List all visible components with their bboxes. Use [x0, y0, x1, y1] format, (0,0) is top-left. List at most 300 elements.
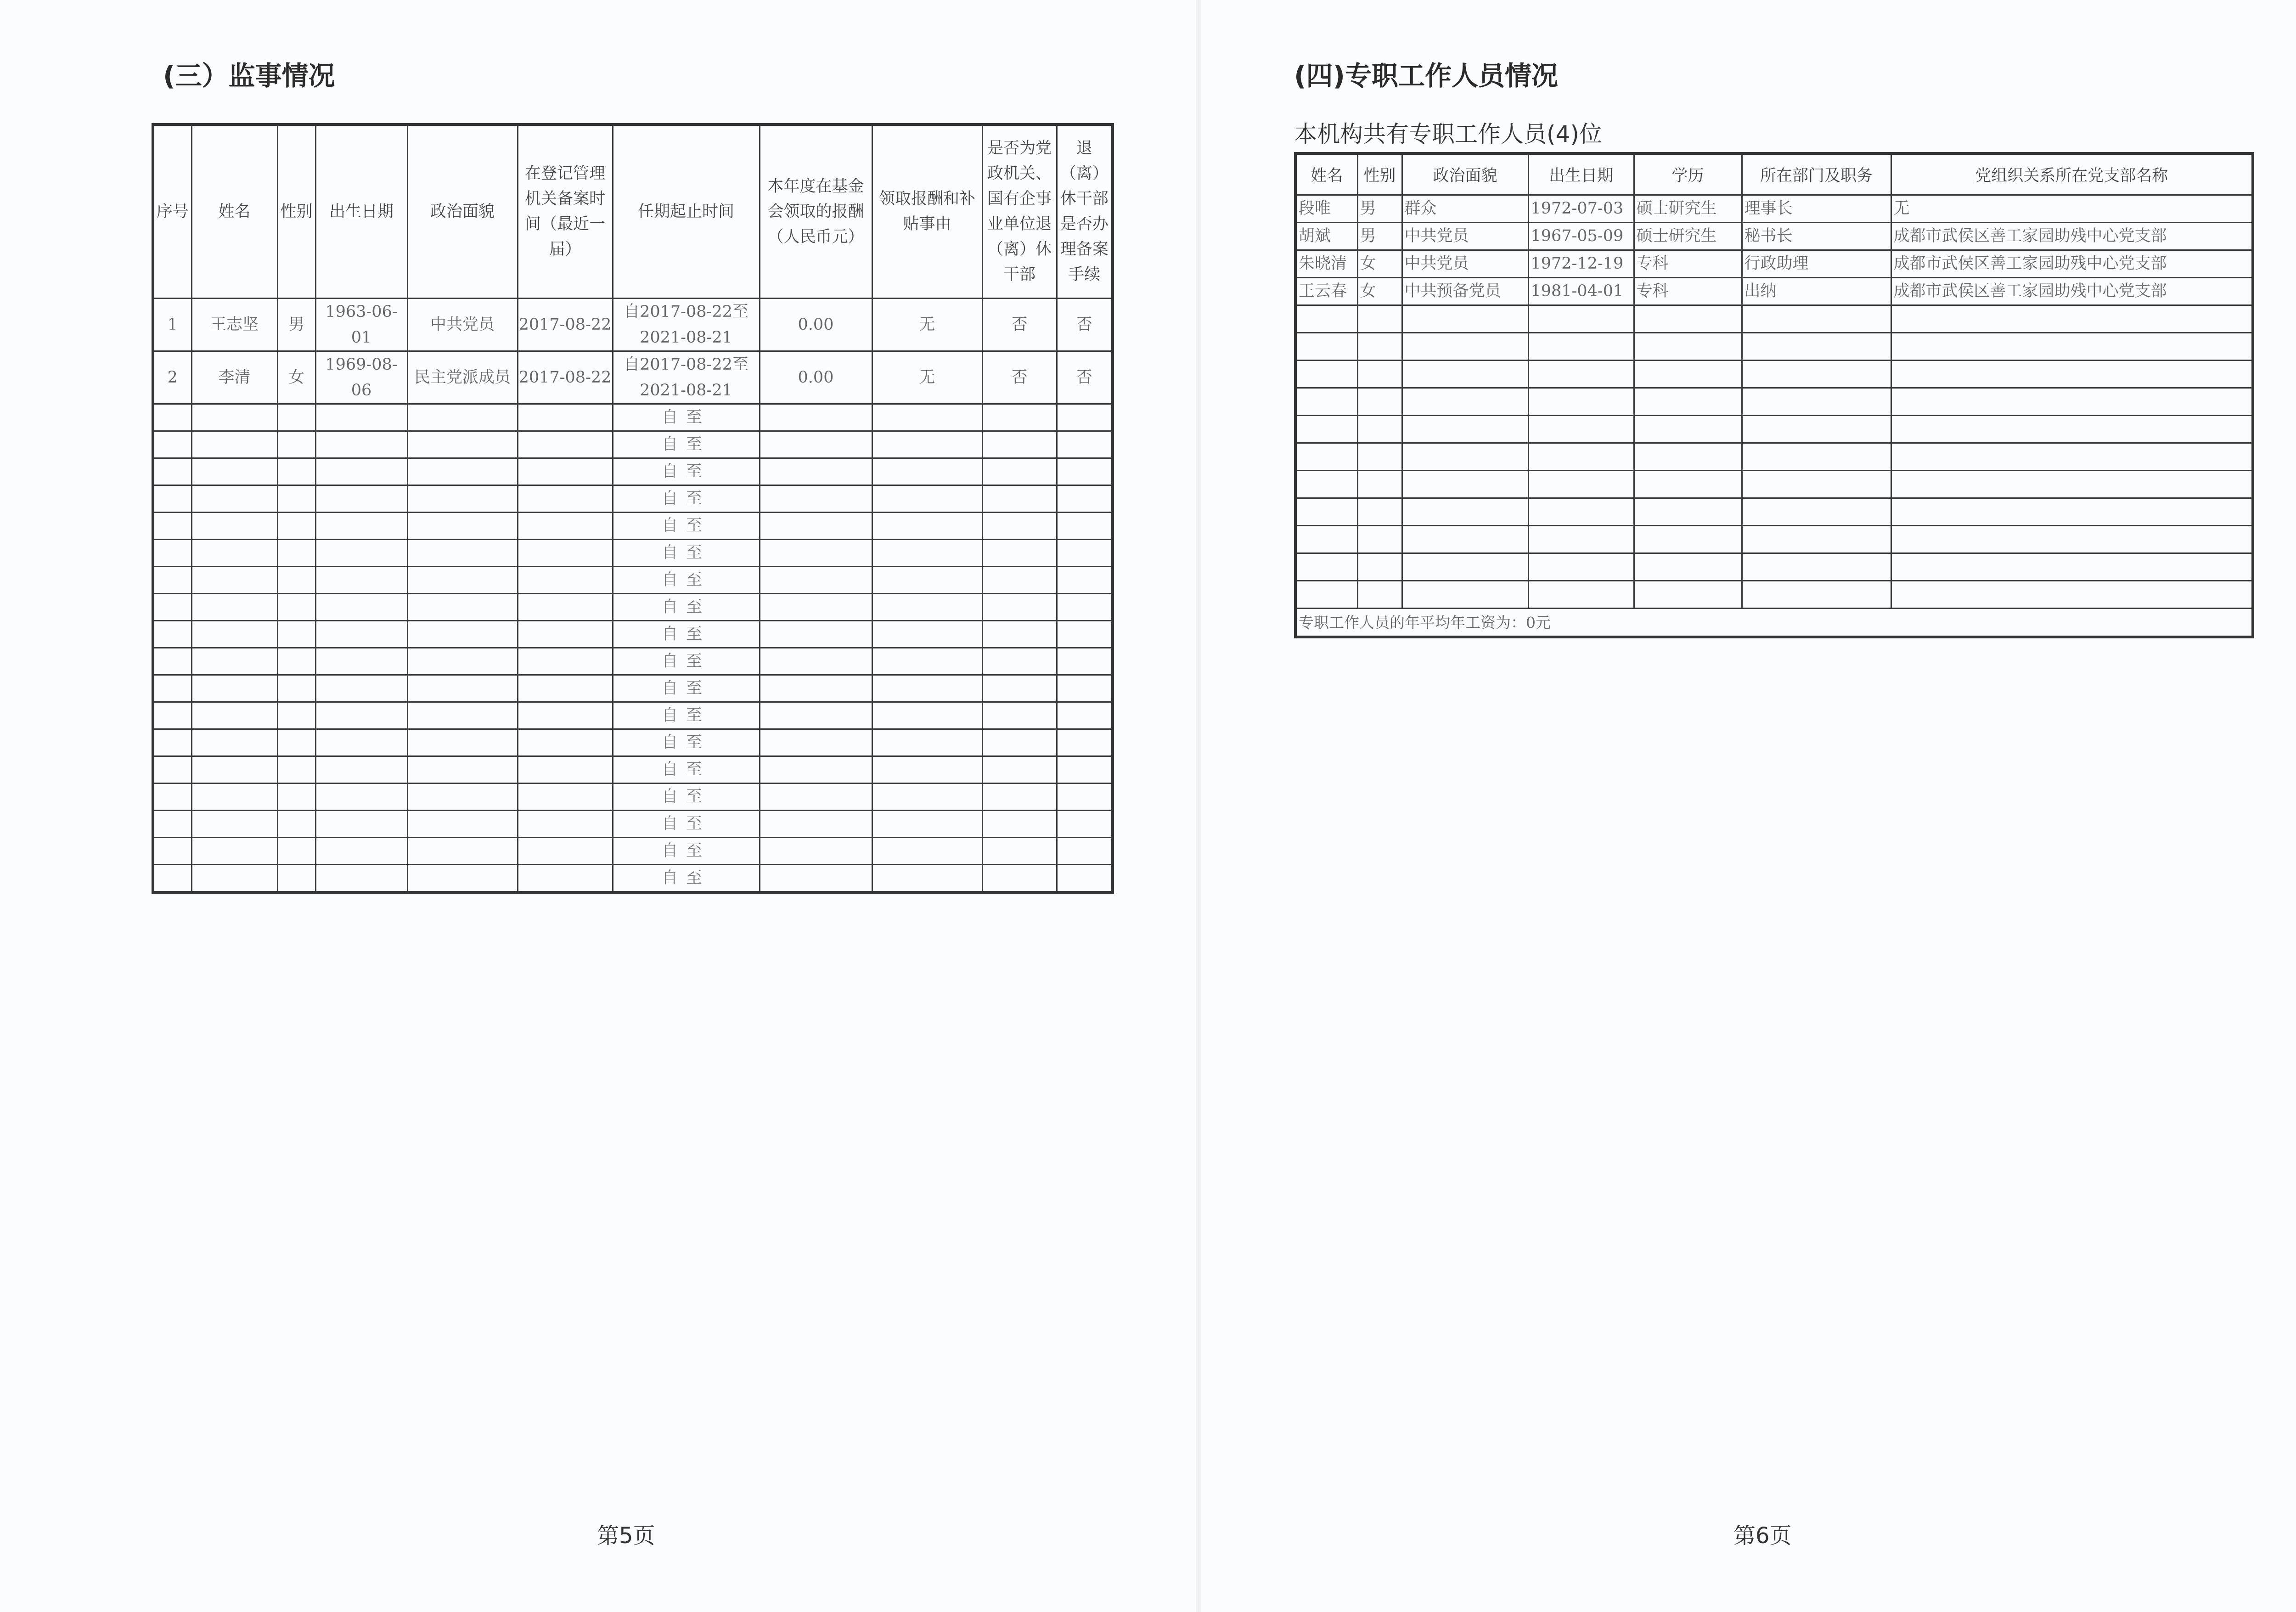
cell-empty: [407, 702, 518, 729]
cell-empty: [1057, 485, 1113, 513]
cell-name: 胡斌: [1295, 223, 1357, 250]
cell-empty: [191, 621, 277, 648]
cell-seq: 1: [153, 299, 191, 351]
cell-education: 专科: [1634, 250, 1742, 278]
cell-empty: [407, 756, 518, 783]
cell-empty: [277, 621, 315, 648]
header-retired-filing: 退（离）休干部是否办理备案手续: [1057, 124, 1113, 299]
cell-empty: [277, 431, 315, 458]
table-row-empty: [153, 485, 1113, 513]
cell-empty: [1402, 526, 1528, 553]
cell-education: 硕士研究生: [1634, 223, 1742, 250]
cell-empty: [315, 513, 407, 540]
cell-empty: [872, 485, 982, 513]
cell-empty: [1742, 361, 1891, 388]
cell-empty: [315, 648, 407, 675]
cell-empty: [153, 431, 191, 458]
cell-empty: [315, 594, 407, 621]
cell-empty: [1357, 553, 1402, 581]
cell-empty: [407, 567, 518, 594]
cell-empty: [191, 458, 277, 485]
cell-empty: [982, 783, 1057, 811]
cell-empty: [982, 702, 1057, 729]
cell-term: 自至: [613, 648, 760, 675]
cell-empty: [153, 567, 191, 594]
cell-term: 自至: [613, 621, 760, 648]
cell-empty: [407, 485, 518, 513]
cell-term: 自至: [613, 783, 760, 811]
cell-name: 李清: [191, 351, 277, 404]
cell-empty: [1057, 648, 1113, 675]
cell-empty: [153, 783, 191, 811]
cell-empty: [760, 648, 872, 675]
cell-empty: [1528, 471, 1634, 498]
table-row: [1295, 278, 2253, 305]
cell-empty: [1357, 526, 1402, 553]
cell-empty: [760, 783, 872, 811]
header-political-status: 政治面貌: [1402, 153, 1528, 195]
cell-empty: [407, 540, 518, 567]
table-row-empty: [153, 702, 1113, 729]
cell-empty: [1295, 443, 1357, 471]
cell-empty: [191, 404, 277, 431]
table-row-empty: [153, 458, 1113, 485]
page-number: 第5页: [597, 1523, 655, 1549]
cell-term: 自至: [613, 675, 760, 702]
cell-empty: [407, 648, 518, 675]
cell-empty: [153, 458, 191, 485]
cell-empty: [1891, 443, 2253, 471]
cell-empty: [1295, 388, 1357, 416]
cell-empty: [277, 594, 315, 621]
cell-empty: [1634, 361, 1742, 388]
header-education: 学历: [1634, 153, 1742, 195]
cell-empty: [315, 702, 407, 729]
header-department-position: 所在部门及职务: [1742, 153, 1891, 195]
cell-empty: [315, 621, 407, 648]
cell-term: 自至: [613, 702, 760, 729]
cell-empty: [153, 729, 191, 756]
cell-empty: [1742, 553, 1891, 581]
cell-empty: [982, 648, 1057, 675]
cell-empty: [1634, 526, 1742, 553]
table-row-empty: [1295, 498, 2253, 526]
cell-empty: [760, 404, 872, 431]
header-birth-date: 出生日期: [315, 124, 407, 299]
cell-empty: [191, 838, 277, 865]
cell-empty: [1634, 416, 1742, 443]
cell-empty: [1528, 416, 1634, 443]
cell-empty: [1057, 729, 1113, 756]
cell-empty: [153, 621, 191, 648]
header-name: 姓名: [1295, 153, 1357, 195]
cell-empty: [982, 675, 1057, 702]
cell-empty: [277, 648, 315, 675]
cell-empty: [1295, 416, 1357, 443]
cell-empty: [982, 756, 1057, 783]
cell-empty: [518, 648, 613, 675]
cell-empty: [191, 702, 277, 729]
cell-birth-date: 1972-07-03: [1528, 195, 1634, 223]
cell-empty: [1891, 553, 2253, 581]
cell-empty: [277, 838, 315, 865]
cell-empty: [1402, 416, 1528, 443]
cell-empty: [277, 783, 315, 811]
cell-empty: [1057, 865, 1113, 893]
cell-empty: [1295, 333, 1357, 361]
cell-empty: [153, 811, 191, 838]
cell-empty: [407, 865, 518, 893]
cell-empty: [1742, 471, 1891, 498]
cell-empty: [407, 404, 518, 431]
cell-filing-time: 2017-08-22: [518, 299, 613, 351]
cell-empty: [518, 865, 613, 893]
cell-empty: [1402, 361, 1528, 388]
cell-empty: [1891, 333, 2253, 361]
cell-empty: [1057, 404, 1113, 431]
table-row-empty: [153, 621, 1113, 648]
cell-empty: [315, 540, 407, 567]
supervisors-heading: (三）监事情况: [163, 60, 335, 91]
cell-empty: [191, 648, 277, 675]
cell-empty: [982, 458, 1057, 485]
cell-term: 自至: [613, 729, 760, 756]
cell-empty: [1891, 388, 2253, 416]
cell-empty: [191, 756, 277, 783]
cell-empty: [1057, 567, 1113, 594]
cell-empty: [760, 540, 872, 567]
cell-political-status: 中共党员: [407, 299, 518, 351]
cell-term: 自至: [613, 811, 760, 838]
cell-gender: 男: [1357, 195, 1402, 223]
cell-empty: [760, 865, 872, 893]
page-gutter: [1196, 0, 1201, 1612]
cell-party-branch: 成都市武侯区善工家园助残中心党支部: [1891, 250, 2253, 278]
header-party-branch: 党组织关系所在党支部名称: [1891, 153, 2253, 195]
cell-gender: 女: [1357, 250, 1402, 278]
cell-empty: [982, 540, 1057, 567]
cell-empty: [153, 540, 191, 567]
cell-empty: [872, 729, 982, 756]
table-row-empty: [1295, 305, 2253, 333]
cell-pay-reason: 无: [872, 351, 982, 404]
cell-empty: [1742, 388, 1891, 416]
cell-term: 自至: [613, 513, 760, 540]
cell-empty: [1402, 471, 1528, 498]
cell-empty: [1057, 838, 1113, 865]
cell-empty: [760, 513, 872, 540]
cell-empty: [872, 675, 982, 702]
table-row-empty: [153, 404, 1113, 431]
cell-empty: [1057, 458, 1113, 485]
cell-empty: [1528, 498, 1634, 526]
table-row-empty: [1295, 388, 2253, 416]
table-row-empty: [153, 756, 1113, 783]
header-pay-reason: 领取报酬和补贴事由: [872, 124, 982, 299]
table-row-empty: [1295, 416, 2253, 443]
cell-empty: [518, 485, 613, 513]
cell-term: 自至: [613, 594, 760, 621]
cell-empty: [1057, 513, 1113, 540]
cell-empty: [191, 485, 277, 513]
header-gender: 性别: [277, 124, 315, 299]
cell-empty: [1402, 553, 1528, 581]
cell-empty: [982, 838, 1057, 865]
cell-empty: [315, 567, 407, 594]
cell-empty: [982, 729, 1057, 756]
cell-empty: [277, 729, 315, 756]
cell-empty: [1891, 416, 2253, 443]
cell-empty: [1891, 471, 2253, 498]
header-political-status: 政治面貌: [407, 124, 518, 299]
header-filing-time: 在登记管理机关备案时间（最近一届）: [518, 124, 613, 299]
cell-empty: [518, 513, 613, 540]
staff-header-row: [1295, 153, 2253, 195]
cell-empty: [982, 865, 1057, 893]
cell-empty: [518, 675, 613, 702]
cell-empty: [760, 675, 872, 702]
cell-empty: [872, 540, 982, 567]
cell-empty: [760, 756, 872, 783]
table-row-empty: [153, 594, 1113, 621]
cell-term: 自2017-08-22至2021-08-21: [613, 351, 760, 404]
cell-empty: [1295, 361, 1357, 388]
supervisors-table: [152, 123, 1114, 894]
cell-empty: [982, 431, 1057, 458]
cell-empty: [1057, 540, 1113, 567]
cell-empty: [1357, 388, 1402, 416]
cell-empty: [982, 811, 1057, 838]
cell-is-cadre: 否: [982, 299, 1057, 351]
cell-term: 自至: [613, 458, 760, 485]
table-row-empty: [153, 675, 1113, 702]
cell-term: 自至: [613, 404, 760, 431]
cell-gender: 男: [1357, 223, 1402, 250]
cell-education: 硕士研究生: [1634, 195, 1742, 223]
cell-empty: [982, 404, 1057, 431]
cell-birth-date: 1963-06-01: [315, 299, 407, 351]
table-row-empty: [153, 513, 1113, 540]
cell-empty: [872, 865, 982, 893]
table-row-empty: [1295, 443, 2253, 471]
table-row-empty: [1295, 553, 2253, 581]
cell-empty: [1402, 388, 1528, 416]
cell-empty: [407, 729, 518, 756]
cell-term: 自至: [613, 865, 760, 893]
cell-empty: [1528, 581, 1634, 609]
cell-empty: [1057, 702, 1113, 729]
cell-term: 自2017-08-22至2021-08-21: [613, 299, 760, 351]
table-row-empty: [153, 838, 1113, 865]
cell-empty: [1742, 498, 1891, 526]
staff-count-text: 本机构共有专职工作人员(4)位: [1294, 121, 1602, 147]
cell-empty: [1357, 333, 1402, 361]
cell-empty: [1634, 581, 1742, 609]
supervisors-header-row: [153, 124, 1113, 299]
cell-empty: [518, 783, 613, 811]
cell-empty: [872, 621, 982, 648]
cell-empty: [1528, 443, 1634, 471]
cell-empty: [518, 594, 613, 621]
cell-party-branch: 成都市武侯区善工家园助残中心党支部: [1891, 223, 2253, 250]
cell-empty: [191, 675, 277, 702]
cell-empty: [1634, 443, 1742, 471]
average-salary-note: 专职工作人员的年平均年工资为：0元: [1295, 609, 2253, 637]
table-row-empty: [153, 783, 1113, 811]
table-row-empty: [1295, 526, 2253, 553]
cell-empty: [518, 838, 613, 865]
cell-empty: [1295, 471, 1357, 498]
cell-empty: [872, 513, 982, 540]
cell-empty: [191, 594, 277, 621]
cell-empty: [153, 404, 191, 431]
cell-empty: [1742, 581, 1891, 609]
cell-empty: [760, 702, 872, 729]
cell-empty: [1742, 526, 1891, 553]
cell-name: 段唯: [1295, 195, 1357, 223]
cell-empty: [315, 865, 407, 893]
table-row-empty: [153, 729, 1113, 756]
staff-footnote-row: [1295, 609, 2253, 637]
cell-empty: [315, 729, 407, 756]
cell-empty: [1057, 431, 1113, 458]
cell-empty: [191, 513, 277, 540]
cell-term: 自至: [613, 756, 760, 783]
cell-empty: [760, 431, 872, 458]
cell-name: 王云春: [1295, 278, 1357, 305]
cell-empty: [1357, 443, 1402, 471]
cell-gender: 女: [1357, 278, 1402, 305]
cell-empty: [1528, 333, 1634, 361]
cell-empty: [518, 729, 613, 756]
cell-empty: [982, 485, 1057, 513]
cell-department-position: 出纳: [1742, 278, 1891, 305]
table-row-empty: [153, 431, 1113, 458]
cell-empty: [872, 838, 982, 865]
cell-empty: [872, 648, 982, 675]
cell-empty: [277, 540, 315, 567]
cell-empty: [1057, 783, 1113, 811]
cell-empty: [153, 756, 191, 783]
cell-gender: 男: [277, 299, 315, 351]
cell-empty: [315, 485, 407, 513]
cell-empty: [191, 729, 277, 756]
cell-empty: [277, 404, 315, 431]
cell-empty: [1402, 581, 1528, 609]
cell-empty: [982, 513, 1057, 540]
cell-empty: [982, 594, 1057, 621]
cell-empty: [1057, 811, 1113, 838]
cell-empty: [1742, 333, 1891, 361]
table-row: [153, 351, 1113, 404]
cell-empty: [1891, 305, 2253, 333]
cell-term: 自至: [613, 485, 760, 513]
cell-empty: [518, 567, 613, 594]
cell-empty: [1528, 361, 1634, 388]
table-row: [1295, 250, 2253, 278]
cell-empty: [1295, 553, 1357, 581]
cell-empty: [872, 594, 982, 621]
cell-empty: [315, 756, 407, 783]
table-row: [1295, 223, 2253, 250]
cell-empty: [153, 675, 191, 702]
cell-birth-date: 1981-04-01: [1528, 278, 1634, 305]
cell-empty: [315, 811, 407, 838]
cell-empty: [1357, 498, 1402, 526]
cell-birth-date: 1969-08-06: [315, 351, 407, 404]
cell-political-status: 中共预备党员: [1402, 278, 1528, 305]
cell-empty: [1634, 471, 1742, 498]
cell-empty: [1528, 526, 1634, 553]
cell-empty: [760, 838, 872, 865]
cell-empty: [872, 702, 982, 729]
table-row-empty: [153, 648, 1113, 675]
cell-empty: [872, 567, 982, 594]
cell-empty: [518, 540, 613, 567]
cell-department-position: 秘书长: [1742, 223, 1891, 250]
cell-birth-date: 1972-12-19: [1528, 250, 1634, 278]
cell-empty: [1357, 305, 1402, 333]
cell-empty: [760, 458, 872, 485]
cell-party-branch: 无: [1891, 195, 2253, 223]
cell-empty: [518, 458, 613, 485]
cell-empty: [1634, 553, 1742, 581]
cell-empty: [872, 431, 982, 458]
cell-term: 自至: [613, 431, 760, 458]
cell-empty: [153, 838, 191, 865]
cell-seq: 2: [153, 351, 191, 404]
cell-empty: [407, 783, 518, 811]
cell-empty: [518, 702, 613, 729]
cell-empty: [315, 838, 407, 865]
cell-empty: [407, 431, 518, 458]
cell-empty: [518, 621, 613, 648]
cell-empty: [1634, 305, 1742, 333]
cell-empty: [1295, 581, 1357, 609]
cell-empty: [191, 865, 277, 893]
cell-empty: [1402, 305, 1528, 333]
header-gender: 性别: [1357, 153, 1402, 195]
cell-empty: [1891, 498, 2253, 526]
table-row-empty: [153, 865, 1113, 893]
cell-pay: 0.00: [760, 299, 872, 351]
cell-empty: [191, 540, 277, 567]
cell-empty: [1528, 305, 1634, 333]
cell-political-status: 中共党员: [1402, 223, 1528, 250]
cell-empty: [1402, 333, 1528, 361]
cell-empty: [1057, 675, 1113, 702]
cell-empty: [982, 567, 1057, 594]
table-row: [1295, 195, 2253, 223]
cell-empty: [872, 811, 982, 838]
cell-department-position: 理事长: [1742, 195, 1891, 223]
cell-empty: [760, 811, 872, 838]
cell-retired-filing: 否: [1057, 299, 1113, 351]
cell-empty: [1295, 305, 1357, 333]
cell-empty: [277, 865, 315, 893]
cell-empty: [191, 811, 277, 838]
cell-empty: [1357, 361, 1402, 388]
cell-empty: [153, 485, 191, 513]
cell-empty: [1634, 498, 1742, 526]
cell-empty: [1742, 416, 1891, 443]
cell-birth-date: 1967-05-09: [1528, 223, 1634, 250]
cell-empty: [982, 621, 1057, 648]
cell-empty: [872, 783, 982, 811]
header-term: 任期起止时间: [613, 124, 760, 299]
cell-empty: [407, 594, 518, 621]
cell-empty: [277, 811, 315, 838]
